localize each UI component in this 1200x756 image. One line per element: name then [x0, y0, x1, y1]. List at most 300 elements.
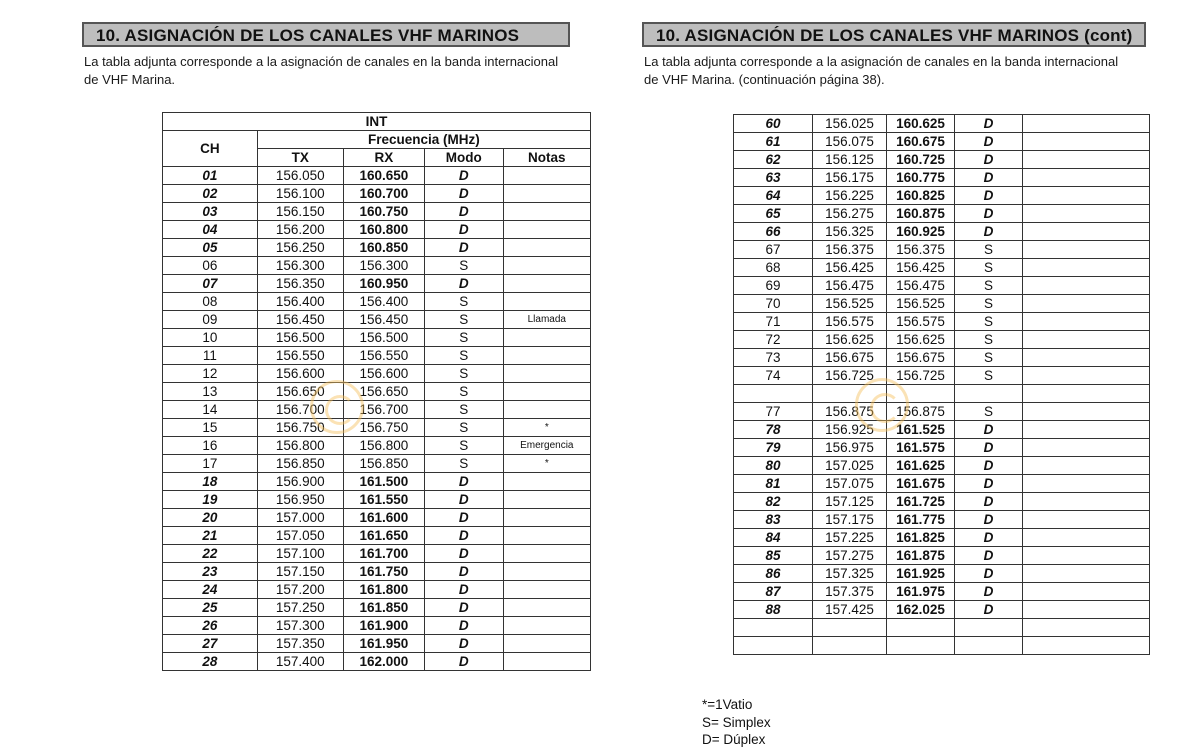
legend-watt: *=1Vatio: [702, 697, 753, 712]
rx-cell: 156.450: [343, 311, 424, 329]
tx-cell: 156.700: [257, 401, 343, 419]
notes-cell: [503, 203, 590, 221]
rx-cell: 161.875: [887, 547, 955, 565]
tx-cell: 157.350: [257, 635, 343, 653]
table-row: [734, 457, 1150, 475]
table-row: [734, 295, 1150, 313]
mode-cell: D: [955, 583, 1023, 601]
table-row: [734, 619, 1150, 637]
rx-cell: 156.850: [343, 455, 424, 473]
rx-cell: 160.750: [343, 203, 424, 221]
rx-cell: 156.600: [343, 365, 424, 383]
rx-cell: 161.550: [343, 491, 424, 509]
table-row: [163, 617, 591, 635]
rx-cell: 161.850: [343, 599, 424, 617]
notes-cell: *: [503, 419, 590, 437]
channel-cell: 86: [734, 565, 813, 583]
channel-cell: 09: [163, 311, 258, 329]
channel-cell: 85: [734, 547, 813, 565]
channel-cell: 14: [163, 401, 258, 419]
mode-cell: D: [955, 421, 1023, 439]
rx-cell: [887, 619, 955, 637]
notes-cell: [1023, 349, 1150, 367]
notes-cell: [1023, 331, 1150, 349]
rx-cell: 162.025: [887, 601, 955, 619]
channel-cell: 26: [163, 617, 258, 635]
mode-cell: S: [955, 331, 1023, 349]
legend-simplex: S= Simplex: [702, 714, 771, 730]
channel-cell: 60: [734, 115, 813, 133]
mode-cell: D: [955, 457, 1023, 475]
channel-cell: 61: [734, 133, 813, 151]
table-row: [163, 509, 591, 527]
rx-cell: 156.725: [887, 367, 955, 385]
mode-cell: [955, 619, 1023, 637]
rx-cell: [887, 637, 955, 655]
tx-cell: 157.100: [257, 545, 343, 563]
rx-cell: 160.775: [887, 169, 955, 187]
notes-cell: [503, 401, 590, 419]
channel-table-right: [733, 114, 1150, 655]
channel-cell: 19: [163, 491, 258, 509]
notes-cell: [1023, 259, 1150, 277]
table-row: [163, 455, 591, 473]
tx-cell: 156.475: [813, 277, 887, 295]
mode-cell: D: [955, 115, 1023, 133]
channel-cell: 81: [734, 475, 813, 493]
notes-cell: [503, 383, 590, 401]
mode-cell: D: [424, 239, 503, 257]
tx-cell: 157.275: [813, 547, 887, 565]
notes-cell: [1023, 169, 1150, 187]
notes-cell: [1023, 493, 1150, 511]
table-row: [163, 329, 591, 347]
table-row: [163, 545, 591, 563]
channel-cell: 20: [163, 509, 258, 527]
rx-cell: 156.750: [343, 419, 424, 437]
rx-cell: 156.675: [887, 349, 955, 367]
notes-cell: [503, 221, 590, 239]
frequency-header: Frecuencia (MHz): [257, 131, 590, 149]
channel-cell: 88: [734, 601, 813, 619]
channel-cell: 87: [734, 583, 813, 601]
table-row: [734, 439, 1150, 457]
channel-cell: 64: [734, 187, 813, 205]
mode-cell: D: [955, 205, 1023, 223]
notes-cell: [503, 617, 590, 635]
tx-cell: 156.800: [257, 437, 343, 455]
tx-cell: 156.100: [257, 185, 343, 203]
rx-cell: 156.425: [887, 259, 955, 277]
tx-cell: 156.325: [813, 223, 887, 241]
rx-cell: 160.650: [343, 167, 424, 185]
channel-cell: 27: [163, 635, 258, 653]
tx-cell: 156.400: [257, 293, 343, 311]
tx-cell: 156.275: [813, 205, 887, 223]
left-page-intro: [84, 53, 558, 88]
notes-cell: [503, 581, 590, 599]
rx-cell: 161.525: [887, 421, 955, 439]
tx-cell: 156.525: [813, 295, 887, 313]
left-intro-line2: de VHF Marina.: [84, 72, 176, 87]
channel-cell: [734, 619, 813, 637]
mode-cell: D: [955, 187, 1023, 205]
tx-cell: 156.975: [813, 439, 887, 457]
table-row: [163, 383, 591, 401]
notes-cell: [1023, 475, 1150, 493]
rx-cell: 160.875: [887, 205, 955, 223]
mode-cell: D: [424, 563, 503, 581]
notes-cell: [503, 293, 590, 311]
rx-cell: 160.675: [887, 133, 955, 151]
table-row: [163, 167, 591, 185]
notes-cell: [503, 347, 590, 365]
table-row: [163, 527, 591, 545]
rx-cell: 161.500: [343, 473, 424, 491]
channel-cell: 79: [734, 439, 813, 457]
mode-cell: S: [955, 313, 1023, 331]
tx-cell: 157.225: [813, 529, 887, 547]
table-row: [163, 473, 591, 491]
rx-cell: 160.800: [343, 221, 424, 239]
mode-cell: S: [424, 383, 503, 401]
channel-cell: 18: [163, 473, 258, 491]
channel-cell: 03: [163, 203, 258, 221]
ch-header: CH: [163, 131, 258, 167]
right-page-intro: [644, 53, 1118, 88]
mode-cell: S: [955, 277, 1023, 295]
notes-cell: [1023, 583, 1150, 601]
table-row: [734, 547, 1150, 565]
rx-cell: 156.800: [343, 437, 424, 455]
table-row: [163, 581, 591, 599]
channel-cell: 80: [734, 457, 813, 475]
channel-cell: [734, 385, 813, 403]
channel-cell: [734, 637, 813, 655]
table-row: [734, 259, 1150, 277]
tx-cell: 156.850: [257, 455, 343, 473]
mode-cell: D: [424, 545, 503, 563]
channel-table-left: [162, 112, 591, 671]
notes-cell: [1023, 313, 1150, 331]
channel-cell: 22: [163, 545, 258, 563]
tx-cell: 157.250: [257, 599, 343, 617]
mode-cell: S: [424, 455, 503, 473]
channel-cell: 04: [163, 221, 258, 239]
mode-header: Modo: [424, 149, 503, 167]
right-intro-line2: de VHF Marina. (continuación página 38).: [644, 72, 885, 87]
table-row: [163, 653, 591, 671]
channel-cell: 71: [734, 313, 813, 331]
tx-cell: 156.925: [813, 421, 887, 439]
channel-cell: 01: [163, 167, 258, 185]
table-row: [734, 205, 1150, 223]
channel-cell: 73: [734, 349, 813, 367]
tx-cell: 156.650: [257, 383, 343, 401]
channel-cell: 72: [734, 331, 813, 349]
mode-cell: D: [424, 635, 503, 653]
rx-cell: 156.375: [887, 241, 955, 259]
rx-cell: 161.725: [887, 493, 955, 511]
table-row: [734, 565, 1150, 583]
rx-cell: 160.625: [887, 115, 955, 133]
tx-cell: 156.025: [813, 115, 887, 133]
channel-cell: 13: [163, 383, 258, 401]
notes-cell: [1023, 223, 1150, 241]
channel-cell: 67: [734, 241, 813, 259]
channel-cell: 10: [163, 329, 258, 347]
tx-cell: 156.625: [813, 331, 887, 349]
mode-cell: S: [955, 241, 1023, 259]
mode-cell: D: [424, 167, 503, 185]
mode-cell: D: [424, 617, 503, 635]
table-row: [734, 511, 1150, 529]
mode-cell: S: [424, 401, 503, 419]
mode-cell: S: [424, 311, 503, 329]
table-row: [163, 401, 591, 419]
table-row: [163, 635, 591, 653]
notes-cell: Llamada: [503, 311, 590, 329]
rx-cell: 161.575: [887, 439, 955, 457]
rx-cell: 156.400: [343, 293, 424, 311]
tx-cell: 156.050: [257, 167, 343, 185]
table-row: [163, 311, 591, 329]
table-row: [734, 313, 1150, 331]
channel-cell: 83: [734, 511, 813, 529]
notes-cell: [503, 167, 590, 185]
rx-cell: 156.475: [887, 277, 955, 295]
mode-cell: D: [955, 601, 1023, 619]
rx-cell: 161.600: [343, 509, 424, 527]
rx-cell: 161.825: [887, 529, 955, 547]
table-row: [734, 583, 1150, 601]
table-row: [163, 491, 591, 509]
table-row: [734, 277, 1150, 295]
mode-cell: S: [424, 365, 503, 383]
rx-cell: 160.925: [887, 223, 955, 241]
notes-cell: [1023, 439, 1150, 457]
rx-cell: 156.625: [887, 331, 955, 349]
table-row: [734, 349, 1150, 367]
tx-cell: [813, 619, 887, 637]
table-row: [734, 421, 1150, 439]
notes-cell: [1023, 385, 1150, 403]
notes-cell: [503, 635, 590, 653]
rx-cell: 161.700: [343, 545, 424, 563]
tx-cell: [813, 637, 887, 655]
channel-cell: 77: [734, 403, 813, 421]
channel-cell: 82: [734, 493, 813, 511]
left-intro-line1: La tabla adjunta corresponde a la asignación de canales en la banda internacional: [84, 54, 559, 69]
notes-header: Notas: [503, 149, 590, 167]
tx-cell: 156.300: [257, 257, 343, 275]
mode-cell: S: [424, 329, 503, 347]
channel-cell: 78: [734, 421, 813, 439]
notes-cell: Emergencia: [503, 437, 590, 455]
table-row: [734, 187, 1150, 205]
table-row: [163, 275, 591, 293]
mode-cell: S: [424, 293, 503, 311]
tx-cell: 156.575: [813, 313, 887, 331]
mode-cell: D: [424, 473, 503, 491]
rx-cell: 161.775: [887, 511, 955, 529]
tx-cell: 156.200: [257, 221, 343, 239]
mode-cell: D: [955, 439, 1023, 457]
notes-cell: [1023, 115, 1150, 133]
notes-cell: [503, 257, 590, 275]
channel-cell: 12: [163, 365, 258, 383]
rx-cell: 156.500: [343, 329, 424, 347]
tx-cell: 157.025: [813, 457, 887, 475]
notes-cell: [1023, 565, 1150, 583]
rx-cell: 156.650: [343, 383, 424, 401]
channel-cell: 16: [163, 437, 258, 455]
channel-cell: 84: [734, 529, 813, 547]
mode-cell: S: [424, 257, 503, 275]
channel-cell: 62: [734, 151, 813, 169]
table-row: [734, 475, 1150, 493]
tx-cell: 156.150: [257, 203, 343, 221]
table-row: [163, 185, 591, 203]
rx-cell: 161.750: [343, 563, 424, 581]
notes-cell: [1023, 421, 1150, 439]
notes-cell: [503, 329, 590, 347]
channel-cell: 68: [734, 259, 813, 277]
rx-cell: 161.800: [343, 581, 424, 599]
table-row: [734, 241, 1150, 259]
tx-cell: 156.600: [257, 365, 343, 383]
rx-cell: 161.675: [887, 475, 955, 493]
mode-cell: D: [955, 223, 1023, 241]
tx-cell: 157.400: [257, 653, 343, 671]
notes-cell: [1023, 601, 1150, 619]
notes-cell: [1023, 187, 1150, 205]
mode-cell: [955, 385, 1023, 403]
mode-cell: S: [955, 349, 1023, 367]
left-page-heading: 10. ASIGNACIÓN DE LOS CANALES VHF MARINOS: [82, 22, 570, 47]
tx-cell: 156.875: [813, 403, 887, 421]
channel-cell: 66: [734, 223, 813, 241]
table-row: [163, 563, 591, 581]
rx-cell: 156.700: [343, 401, 424, 419]
mode-cell: D: [424, 581, 503, 599]
notes-cell: [1023, 367, 1150, 385]
notes-cell: [503, 509, 590, 527]
notes-cell: [1023, 529, 1150, 547]
table-row: [734, 601, 1150, 619]
mode-cell: D: [424, 653, 503, 671]
mode-cell: D: [955, 493, 1023, 511]
rx-cell: 161.650: [343, 527, 424, 545]
tx-cell: 157.425: [813, 601, 887, 619]
rx-cell: 160.700: [343, 185, 424, 203]
channel-cell: 23: [163, 563, 258, 581]
tx-cell: 156.425: [813, 259, 887, 277]
notes-cell: [1023, 277, 1150, 295]
notes-cell: [503, 473, 590, 491]
tx-cell: 156.250: [257, 239, 343, 257]
channel-cell: 15: [163, 419, 258, 437]
tx-cell: 156.175: [813, 169, 887, 187]
tx-cell: 156.350: [257, 275, 343, 293]
notes-cell: [1023, 205, 1150, 223]
mode-cell: D: [424, 221, 503, 239]
notes-cell: [1023, 637, 1150, 655]
rx-cell: 161.975: [887, 583, 955, 601]
rx-cell: 160.850: [343, 239, 424, 257]
watermark-logo: [855, 378, 909, 432]
tx-cell: 156.375: [813, 241, 887, 259]
tx-cell: 157.000: [257, 509, 343, 527]
mode-cell: S: [424, 437, 503, 455]
tx-cell: 157.075: [813, 475, 887, 493]
table-row: [734, 223, 1150, 241]
notes-cell: [1023, 151, 1150, 169]
rx-cell: 156.575: [887, 313, 955, 331]
notes-cell: [503, 545, 590, 563]
channel-cell: 21: [163, 527, 258, 545]
rx-cell: 160.725: [887, 151, 955, 169]
tx-cell: 157.200: [257, 581, 343, 599]
notes-cell: [503, 599, 590, 617]
notes-cell: [1023, 511, 1150, 529]
table-row: [163, 365, 591, 383]
tx-header: TX: [257, 149, 343, 167]
table-row: [734, 115, 1150, 133]
channel-cell: 69: [734, 277, 813, 295]
channel-cell: 05: [163, 239, 258, 257]
mode-cell: D: [424, 185, 503, 203]
table-row: [163, 347, 591, 365]
rx-cell: 160.950: [343, 275, 424, 293]
channel-cell: 24: [163, 581, 258, 599]
tx-cell: 156.900: [257, 473, 343, 491]
table-row: [734, 493, 1150, 511]
table-row: [163, 257, 591, 275]
rx-cell: 156.300: [343, 257, 424, 275]
table-row: [163, 437, 591, 455]
right-intro-line1: La tabla adjunta corresponde a la asignación de canales en la banda internacional: [644, 54, 1119, 69]
tx-cell: 157.325: [813, 565, 887, 583]
rx-cell: 156.550: [343, 347, 424, 365]
notes-cell: [1023, 457, 1150, 475]
notes-cell: *: [503, 455, 590, 473]
channel-cell: 07: [163, 275, 258, 293]
tx-cell: 156.500: [257, 329, 343, 347]
mode-cell: D: [955, 529, 1023, 547]
notes-cell: [503, 365, 590, 383]
notes-cell: [1023, 241, 1150, 259]
mode-cell: S: [955, 403, 1023, 421]
legend-duplex: D= Dúplex: [702, 732, 766, 747]
channel-cell: 11: [163, 347, 258, 365]
table-row: [734, 637, 1150, 655]
tx-cell: 157.375: [813, 583, 887, 601]
tx-cell: 156.225: [813, 187, 887, 205]
notes-cell: [503, 239, 590, 257]
int-header: INT: [163, 113, 591, 131]
notes-cell: [1023, 547, 1150, 565]
mode-cell: D: [955, 547, 1023, 565]
table-row: [734, 403, 1150, 421]
mode-cell: D: [955, 565, 1023, 583]
mode-cell: S: [424, 347, 503, 365]
mode-cell: S: [955, 367, 1023, 385]
channel-cell: 25: [163, 599, 258, 617]
channel-cell: 63: [734, 169, 813, 187]
tx-cell: 156.450: [257, 311, 343, 329]
table-row: [734, 331, 1150, 349]
